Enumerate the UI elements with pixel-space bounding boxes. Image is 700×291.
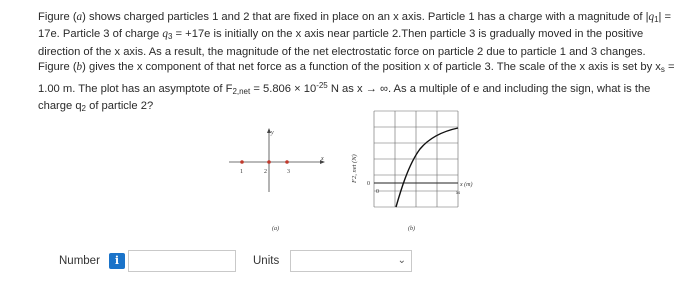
x-zero-label: 0 (376, 189, 379, 195)
figure-b (340, 103, 485, 235)
y-axis-label: y (271, 130, 274, 136)
answer-row (0, 248, 700, 276)
chevron-down-icon: ⌄ (397, 255, 406, 266)
question-text: Figure (a) shows charged particles 1 and 2 that are fixed in place on an x axis. Particle 1 has a charge with a magnitude of $|q_1| = 17e$. Particle 3 of charge $q_3 = +17e$ is initially on the x axis near particle 2.Then particle 3 is gradually moved in the positive direction of the x axis. As a result, the magnitude of the net electrostatic force on particle 2 due to particle 1 and 3 changes. Figure (b) gives the x component of that net force as a function of the position x of particle 3. The scale of the x axis is set by $x_s = 1.00$ m. The plot has an asymptote of $F_{2,net} = 5.806 \times 10^{-25}$ N as x → ∞. As a multiple of e and including the sign, what is the charge $q_2$ of particle 2? (38, 11, 675, 114)
particle-3 (285, 160, 289, 164)
figure-a-caption: (a) (272, 226, 279, 232)
x-axis-label: x (321, 156, 324, 162)
y-axis-label: F2, net (N) (351, 154, 358, 183)
particle-1-label: 1 (240, 169, 243, 175)
particle-1 (240, 160, 244, 164)
x-axis-label: x (m) (460, 182, 473, 188)
units-label: Units (253, 255, 280, 267)
grid (374, 111, 461, 207)
force-curve (396, 128, 461, 207)
y-zero-label: 0 (367, 181, 370, 187)
number-label: Number (59, 255, 100, 267)
figure-a (225, 122, 335, 237)
particle-2-label: 2 (264, 169, 267, 175)
info-icon[interactable]: i (109, 253, 125, 269)
particle-3-label: 3 (287, 169, 290, 175)
number-input[interactable] (128, 250, 236, 272)
units-select[interactable] (290, 250, 412, 272)
xs-label: xs (456, 191, 461, 196)
figure-b-caption: (b) (408, 226, 415, 232)
particle-2 (267, 160, 271, 164)
